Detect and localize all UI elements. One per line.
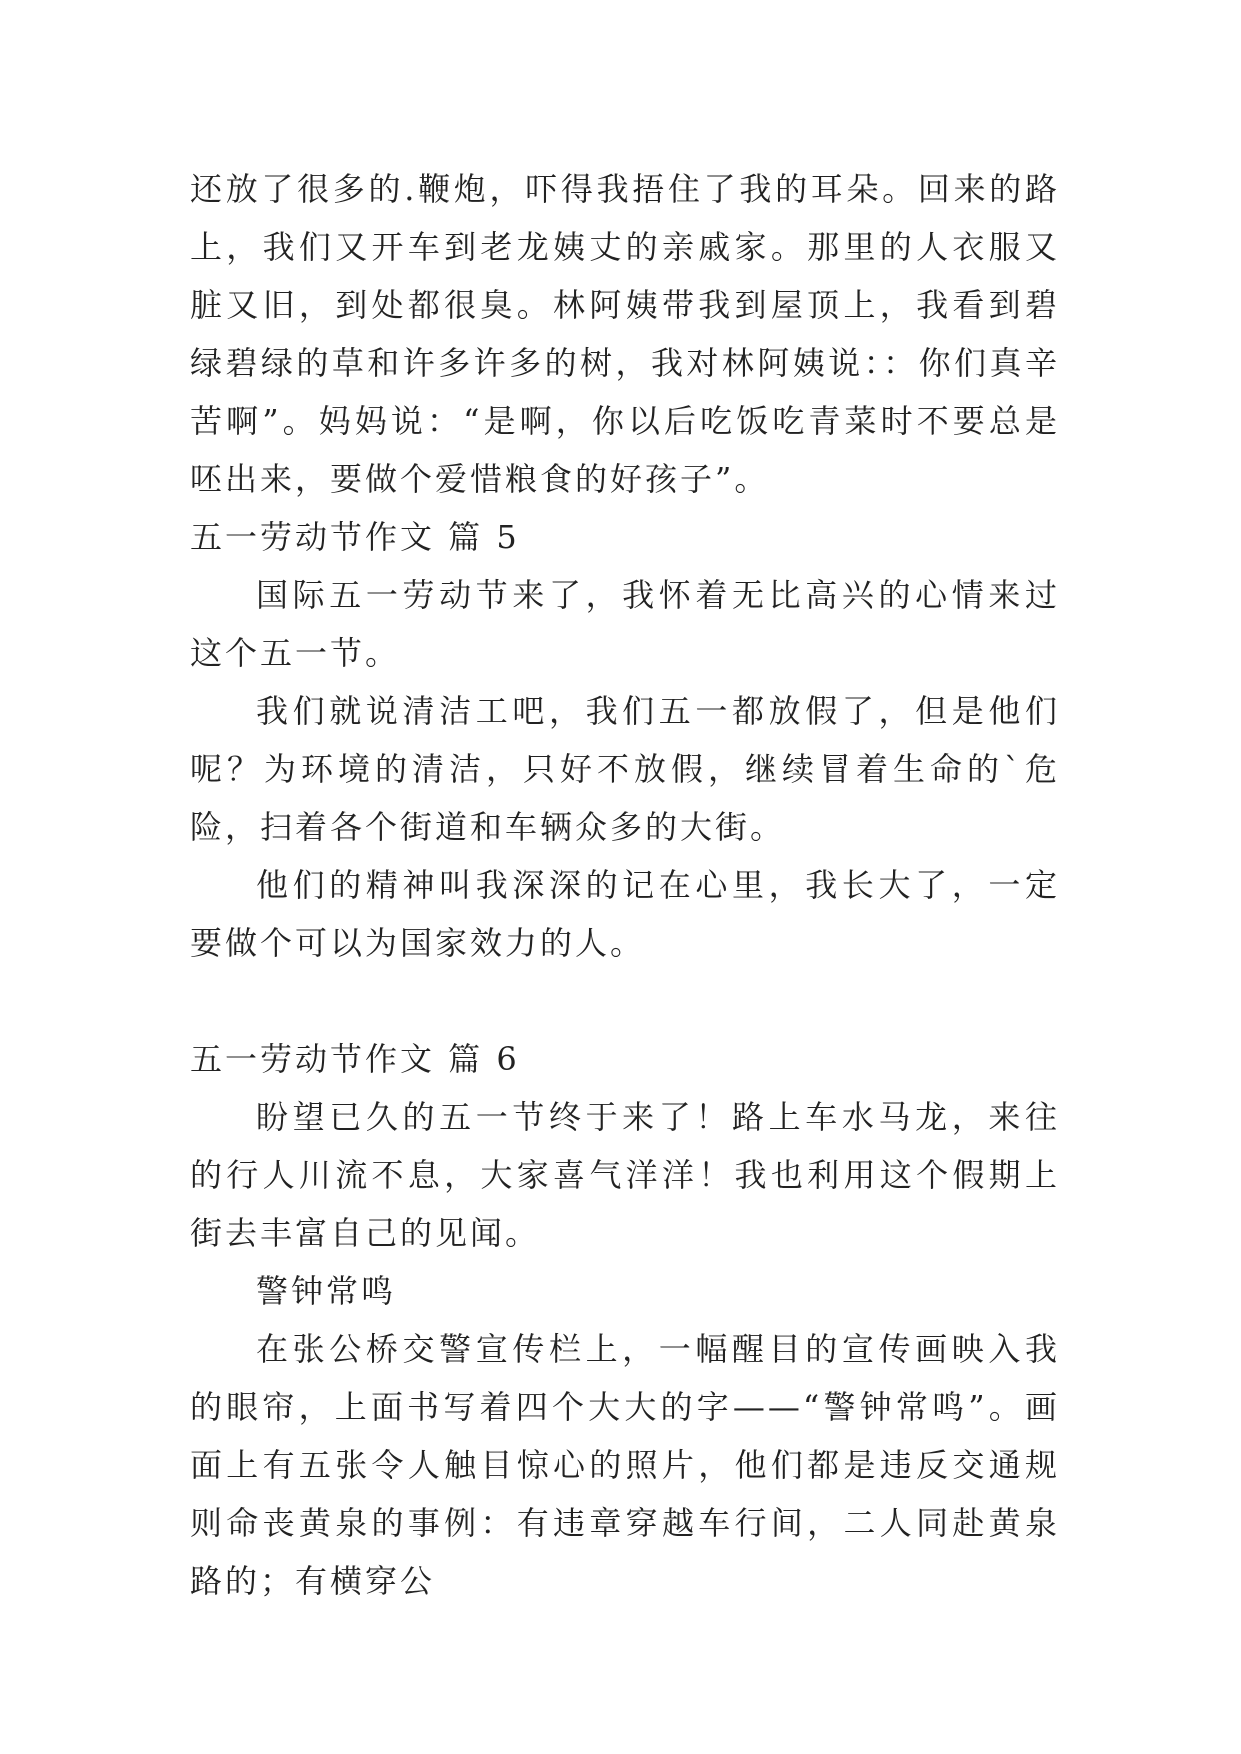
section-5-paragraph-2: 我们就说清洁工吧，我们五一都放假了，但是他们呢？为环境的清洁，只好不放假，继续冒着生命的`危险，扫着各个街道和车辆众多的大街。 — [190, 692, 1060, 846]
section-spacer — [190, 972, 1060, 1030]
section-5-paragraph-3: 他们的精神叫我深深的记在心里，我长大了，一定要做个可以为国家效力的人。 — [190, 866, 1060, 962]
document-body — [190, 160, 1060, 1610]
section-6-subheading: 警钟常鸣 — [256, 1272, 397, 1310]
section-5-heading: 五一劳动节作文 篇 5 — [190, 518, 520, 556]
section-6-heading: 五一劳动节作文 篇 6 — [190, 1040, 520, 1078]
continued-paragraph: 还放了很多的.鞭炮，吓得我捂住了我的耳朵。回来的路上，我们又开车到老龙姨丈的亲戚家。那里的人衣服又脏又旧，到处都很臭。林阿姨带我到屋顶上，我看到碧绿碧绿的草和许多许多的树，我对林阿姨说：：你们真辛苦啊”。妈妈说：“是啊，你以后吃饭吃青菜时不要总是呸出来，要做个爱惜粮食的好孩子”。 — [190, 170, 1060, 498]
section-6-paragraph-1: 盼望已久的五一节终于来了！路上车水马龙，来往的行人川流不息，大家喜气洋洋！我也利用这个假期上街去丰富自己的见闻。 — [190, 1098, 1060, 1252]
section-6-paragraph-2: 在张公桥交警宣传栏上，一幅醒目的宣传画映入我的眼帘，上面书写着四个大大的字——“警钟常鸣”。画面上有五张令人触目惊心的照片，他们都是违反交通规则命丧黄泉的事例：有违章穿越车行间，二人同赴黄泉路的；有横穿公 — [190, 1330, 1060, 1600]
section-5-paragraph-1: 国际五一劳动节来了，我怀着无比高兴的心情来过这个五一节。 — [190, 576, 1060, 672]
